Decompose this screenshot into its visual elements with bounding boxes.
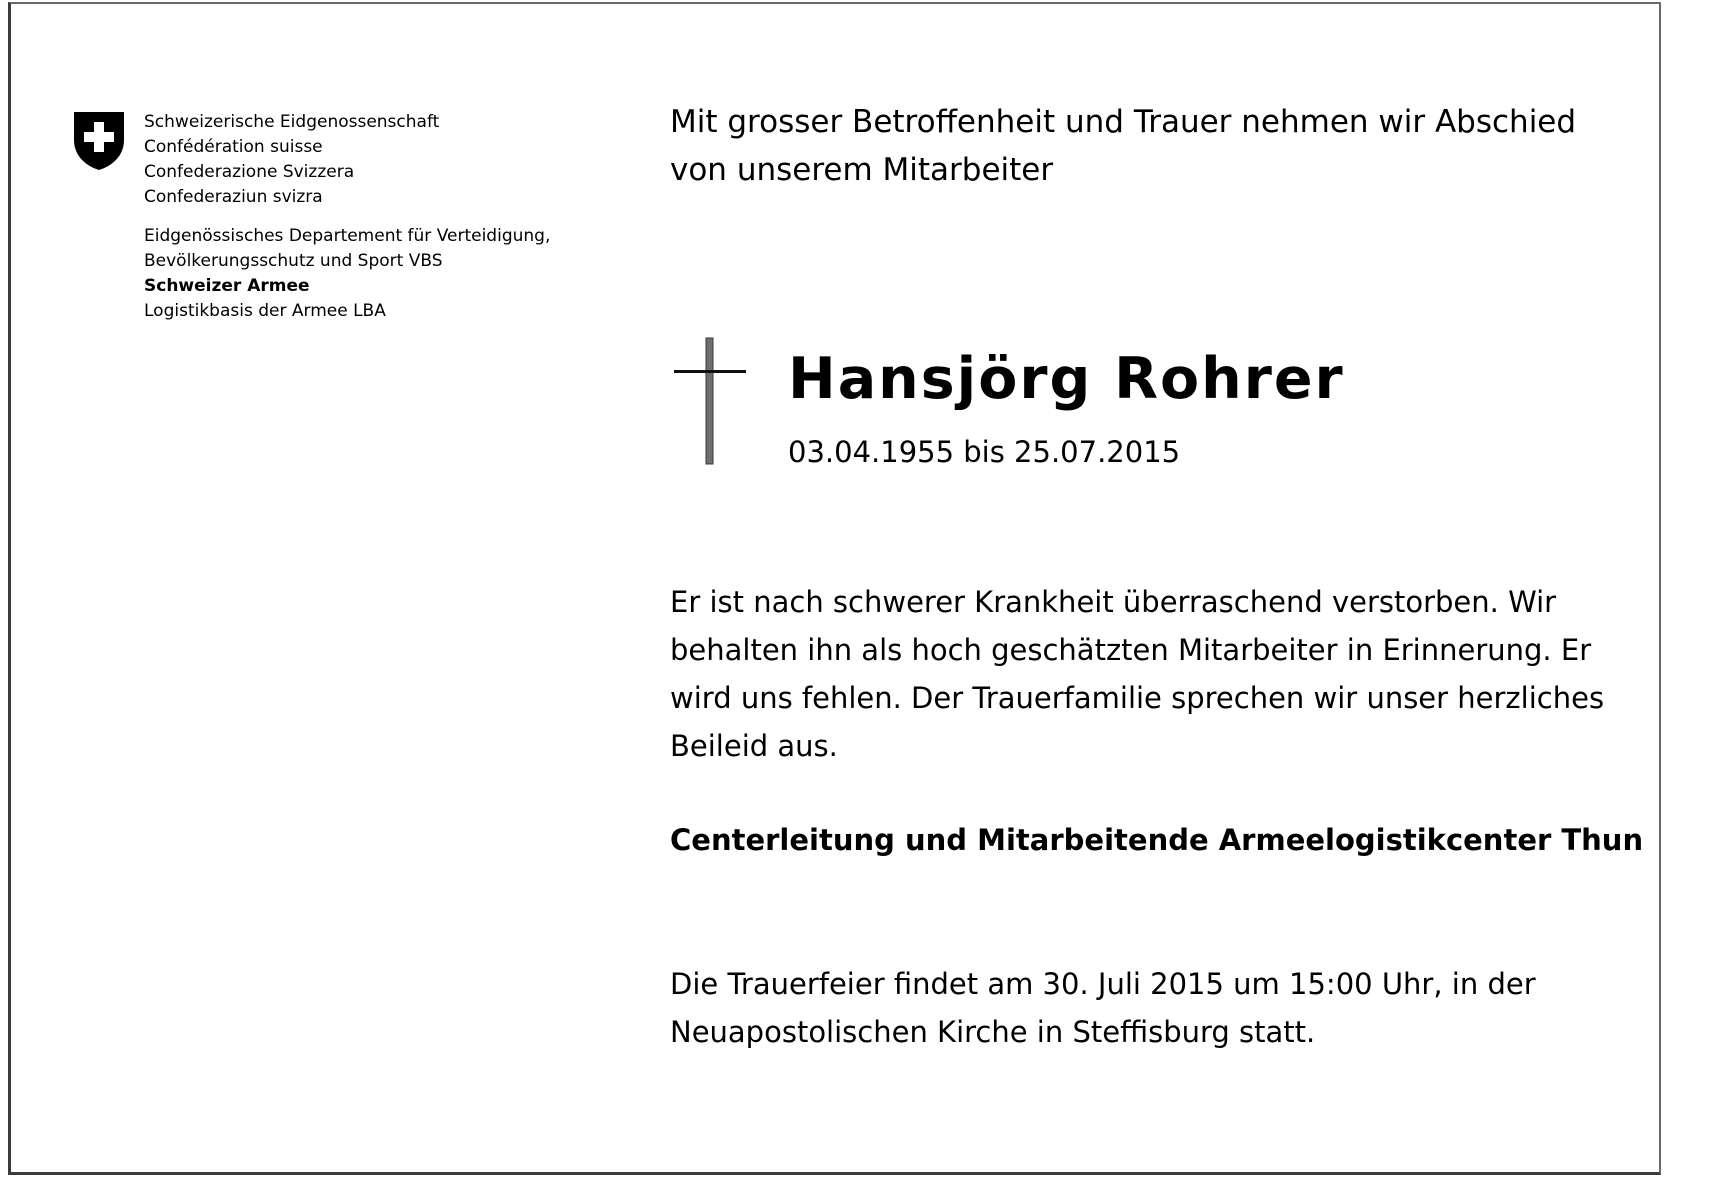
intro-line-1: Mit grosser Betroffenheit und Trauer nehmen wir Abschied [670, 104, 1577, 140]
org-name-rm: Confederaziun svizra [144, 187, 323, 207]
ceremony-text [670, 960, 1630, 1056]
condolence-line-1: Er ist nach schwerer Krankheit überraschend verstorben. Wir [670, 585, 1557, 619]
confederation-names [144, 110, 550, 210]
intro-line-2: von unserem Mitarbeiter [670, 152, 1054, 188]
org-name-de: Schweizerische Eidgenossenschaft [144, 112, 440, 132]
condolence-text [670, 578, 1630, 770]
condolence-line-3: wird uns fehlen. Der Trauerfamilie sprechen wir unser herzliches [670, 681, 1605, 715]
swiss-coat-of-arms-icon [72, 110, 126, 172]
org-name-it: Confederazione Svizzera [144, 162, 355, 182]
deceased-name: Hansjörg Rohrer [788, 346, 1345, 412]
organization-header [144, 110, 550, 324]
org-name-fr: Confédération suisse [144, 137, 323, 157]
unit-name: Logistikbasis der Armee LBA [144, 301, 386, 321]
ceremony-line-2: Neuapostolischen Kirche in Steffisburg statt. [670, 1015, 1316, 1049]
life-dates: 03.04.1955 bis 25.07.2015 [788, 435, 1181, 469]
department-line-1: Eidgenössisches Departement für Verteidigung, [144, 226, 551, 246]
memorial-cross-icon [672, 336, 748, 466]
army-name: Schweizer Armee [144, 276, 310, 296]
ceremony-line-1: Die Trauerfeier findet am 30. Juli 2015 um 15:00 Uhr, in der [670, 967, 1536, 1001]
department-line-2: Bevölkerungsschutz und Sport VBS [144, 251, 443, 271]
condolence-line-2: behalten ihn als hoch geschätzten Mitarbeiter in Erinnerung. Er [670, 633, 1592, 667]
signature: Centerleitung und Mitarbeitende Armeelogistikcenter Thun [670, 823, 1644, 857]
condolence-line-4: Beileid aus. [670, 729, 838, 763]
department-block [144, 224, 550, 324]
intro-text [670, 98, 1610, 194]
